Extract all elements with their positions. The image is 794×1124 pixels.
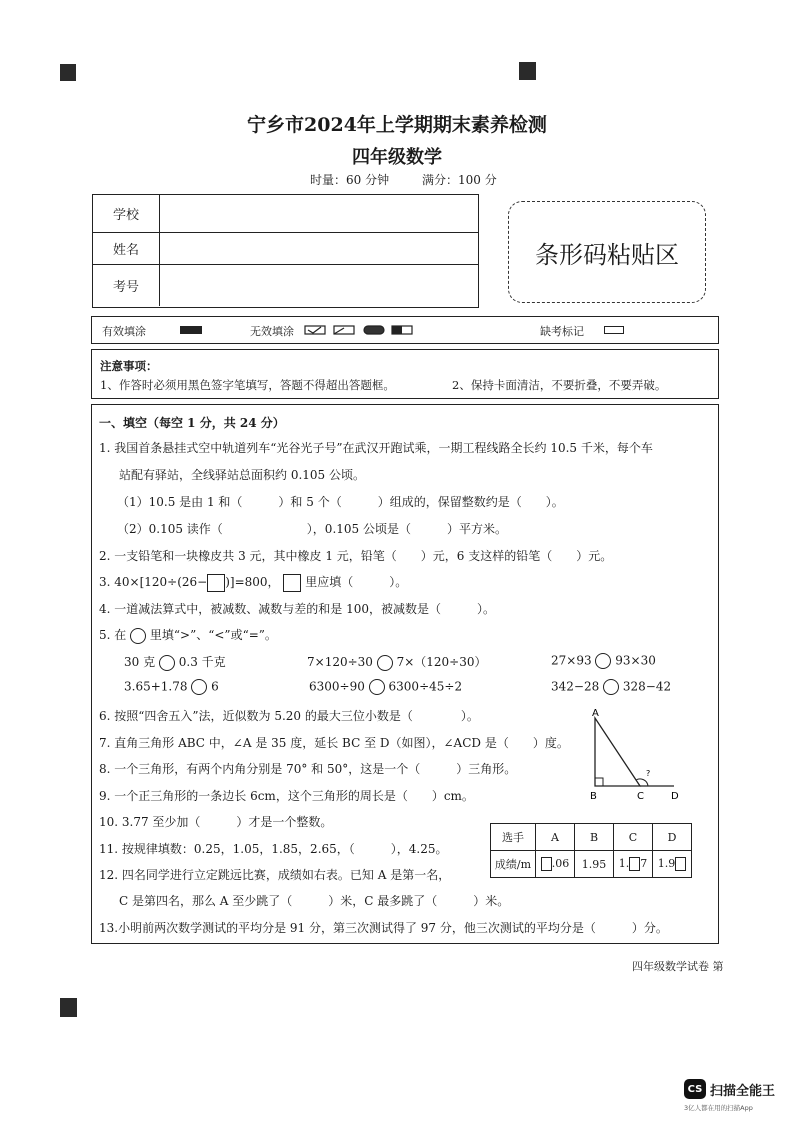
compare-circle[interactable] xyxy=(191,679,207,695)
score-text: 1.9 xyxy=(657,857,676,870)
question-1-part-2: （2）0.105 读作（ ），0.105 公顷是（ ）平方米。 xyxy=(117,522,507,536)
score-label: 成绩/m xyxy=(491,851,536,878)
barcode-area xyxy=(508,201,706,303)
question-5-suffix: 里填“>”、“<”或“=”。 xyxy=(149,628,277,642)
compare-right: 6 xyxy=(211,679,219,694)
question-3-suffix: 里应填（ ）。 xyxy=(305,575,408,589)
question-11: 11. 按规律填数：0.25，1.05，1.85，2.65，（ ），4.25。 xyxy=(99,842,448,856)
question-5 xyxy=(99,626,277,644)
player-b-score: 1.95 xyxy=(575,851,614,878)
question-5-circle-icon xyxy=(130,628,146,644)
compare-2-2 xyxy=(309,679,462,695)
notice-box xyxy=(91,349,719,399)
long-jump-results-table xyxy=(490,823,692,878)
compare-circle[interactable] xyxy=(595,653,611,669)
question-13: 13.小明前两次数学测试的平均分是 91 分，第三次测试得了 97 分，他三次测试的平均分是（ ）分。 xyxy=(99,921,668,935)
player-a-score xyxy=(536,851,575,878)
table-header-row xyxy=(491,824,692,851)
question-12-line-1: 12. 四名同学进行立定跳远比赛，成绩如右表。已知 A 是第一名， xyxy=(99,868,451,882)
angle-question-label: ? xyxy=(646,769,651,778)
player-b-header: B xyxy=(575,824,614,851)
fill-guide-bar xyxy=(91,316,719,344)
page-footer: 四年级数学试卷 第 xyxy=(632,960,724,973)
name-row[interactable] xyxy=(93,233,478,265)
scanner-app-name: 扫描全能王 xyxy=(710,1084,776,1099)
notice-item-2: 2、保持卡面清洁，不要折叠，不要弄破。 xyxy=(452,378,667,392)
player-c-score xyxy=(614,851,653,878)
exam-full-score: 满分：100 分 xyxy=(422,173,497,187)
player-d-header: D xyxy=(653,824,692,851)
score-text: 1. xyxy=(618,857,630,870)
vertex-a-label: A xyxy=(592,708,599,719)
scanner-logo-icon: CS xyxy=(684,1079,706,1099)
valid-fill-label: 有效填涂 xyxy=(102,325,146,338)
name-label: 姓名 xyxy=(93,233,160,264)
vertex-d-label: D xyxy=(671,791,679,802)
question-3-blank-box[interactable] xyxy=(207,574,225,592)
question-1-line-2: 站配有驿站，全线驿站总面积约 0.105 公顷。 xyxy=(119,468,365,482)
compare-2-3 xyxy=(551,679,671,695)
compare-right: 93×30 xyxy=(615,653,656,668)
question-4: 4. 一道减法算式中，被减数、减数与差的和是 100，被减数是（ ）。 xyxy=(99,602,495,616)
absent-mark-box[interactable] xyxy=(604,326,624,334)
compare-circle[interactable] xyxy=(603,679,619,695)
question-1-part-1: （1）10.5 是由 1 和（ ）和 5 个（ ）组成的，保留整数约是（ ）。 xyxy=(117,495,564,509)
question-2: 2. 一支铅笔和一块橡皮共 3 元，其中橡皮 1 元，铅笔（ ）元，6 支这样的铅笔（ ）元。 xyxy=(99,549,613,563)
question-7: 7. 直角三角形 ABC 中，∠A 是 35 度，延长 BC 至 D（如图），∠ACD 是（ ）度。 xyxy=(99,736,569,750)
compare-left: 7×120÷30 xyxy=(307,655,373,669)
right-angle-mark xyxy=(595,778,603,786)
compare-right: 328−42 xyxy=(622,679,672,694)
vertex-b-label: B xyxy=(590,791,597,802)
exam-title: 宁乡市2024年上学期期末素养检测 xyxy=(247,114,547,136)
question-10: 10. 3.77 至少加（ ）才是一个整数。 xyxy=(99,815,333,829)
exam-number-label: 考号 xyxy=(93,265,160,306)
question-5-prefix: 5. 在 xyxy=(99,628,127,642)
compare-left: 27×93 xyxy=(551,653,592,668)
registration-mark-top-right xyxy=(519,62,536,80)
compare-1-3 xyxy=(551,653,656,669)
compare-right: 7×（120÷30） xyxy=(396,655,487,669)
school-label: 学校 xyxy=(93,195,160,232)
registration-mark-top-left xyxy=(60,64,76,81)
digit-box[interactable] xyxy=(675,857,686,871)
student-info-table xyxy=(92,194,479,308)
exam-time: 时量：60 分钟 xyxy=(310,173,390,187)
question-3-prefix: 3. 40×[120÷(26− xyxy=(99,575,208,589)
compare-circle[interactable] xyxy=(369,679,385,695)
question-9: 9. 一个正三角形的一条边长 6cm，这个三角形的周长是（ ）cm。 xyxy=(99,789,474,803)
compare-1-1 xyxy=(124,653,226,671)
vertex-c-label: C xyxy=(637,791,644,802)
player-header: 选手 xyxy=(491,824,536,851)
compare-right: 0.3 千克 xyxy=(178,655,226,669)
compare-left: 30 克 xyxy=(124,655,156,669)
valid-fill-sample xyxy=(180,326,202,334)
invalid-fill-label: 无效填涂 xyxy=(250,325,294,338)
compare-left: 3.65+1.78 xyxy=(124,679,188,694)
compare-circle[interactable] xyxy=(159,655,175,671)
absent-mark-label: 缺考标记 xyxy=(540,325,584,338)
exam-number-row[interactable] xyxy=(93,265,478,306)
scanner-slogan: 3亿人都在用的扫描App xyxy=(684,1104,753,1112)
invalid-fill-samples xyxy=(304,323,414,337)
notice-item-1: 1、作答时必须用黑色签字笔填写，答题不得超出答题框。 xyxy=(100,378,395,392)
digit-box[interactable] xyxy=(629,857,640,871)
compare-left: 342−28 xyxy=(551,679,600,694)
question-6: 6. 按照“四舍五入”法，近似数为 5.20 的最大三位小数是（ ）。 xyxy=(99,709,479,723)
exam-subject: 四年级数学 xyxy=(352,147,442,168)
compare-1-2 xyxy=(307,653,487,671)
registration-mark-bottom-left xyxy=(60,998,77,1017)
section-heading: 一、填空（每空 1 分，共 24 分） xyxy=(99,416,285,430)
notice-title: 注意事项： xyxy=(100,359,158,373)
player-d-score xyxy=(653,851,692,878)
table-row xyxy=(491,851,692,878)
question-12-line-2: C 是第四名，那么 A 至少跳了（ ）米，C 最多跳了（ ）米。 xyxy=(119,894,510,908)
triangle-figure xyxy=(580,704,690,804)
question-3-middle: )]=800， xyxy=(225,575,280,589)
question-8: 8. 一个三角形，有两个内角分别是 70° 和 50°，这是一个（ ）三角形。 xyxy=(99,762,517,776)
player-c-header: C xyxy=(614,824,653,851)
question-1-line-1: 1. 我国首条悬挂式空中轨道列车“光谷光子号”在武汉开跑试乘，一期工程线路全长约 10.5 千米，每个车 xyxy=(99,441,653,455)
compare-circle[interactable] xyxy=(377,655,393,671)
school-row[interactable] xyxy=(93,195,478,233)
score-text: 7 xyxy=(640,857,648,870)
player-a-header: A xyxy=(536,824,575,851)
compare-left: 6300÷90 xyxy=(309,679,365,694)
triangle-sides xyxy=(595,718,640,786)
score-text: .06 xyxy=(551,857,570,870)
barcode-label: 条形码粘贴区 xyxy=(535,240,679,269)
compare-right: 6300÷45÷2 xyxy=(388,679,463,694)
question-3-answer-box[interactable] xyxy=(283,574,301,592)
compare-2-1 xyxy=(124,679,219,695)
digit-box[interactable] xyxy=(541,857,552,871)
question-3 xyxy=(99,573,407,592)
